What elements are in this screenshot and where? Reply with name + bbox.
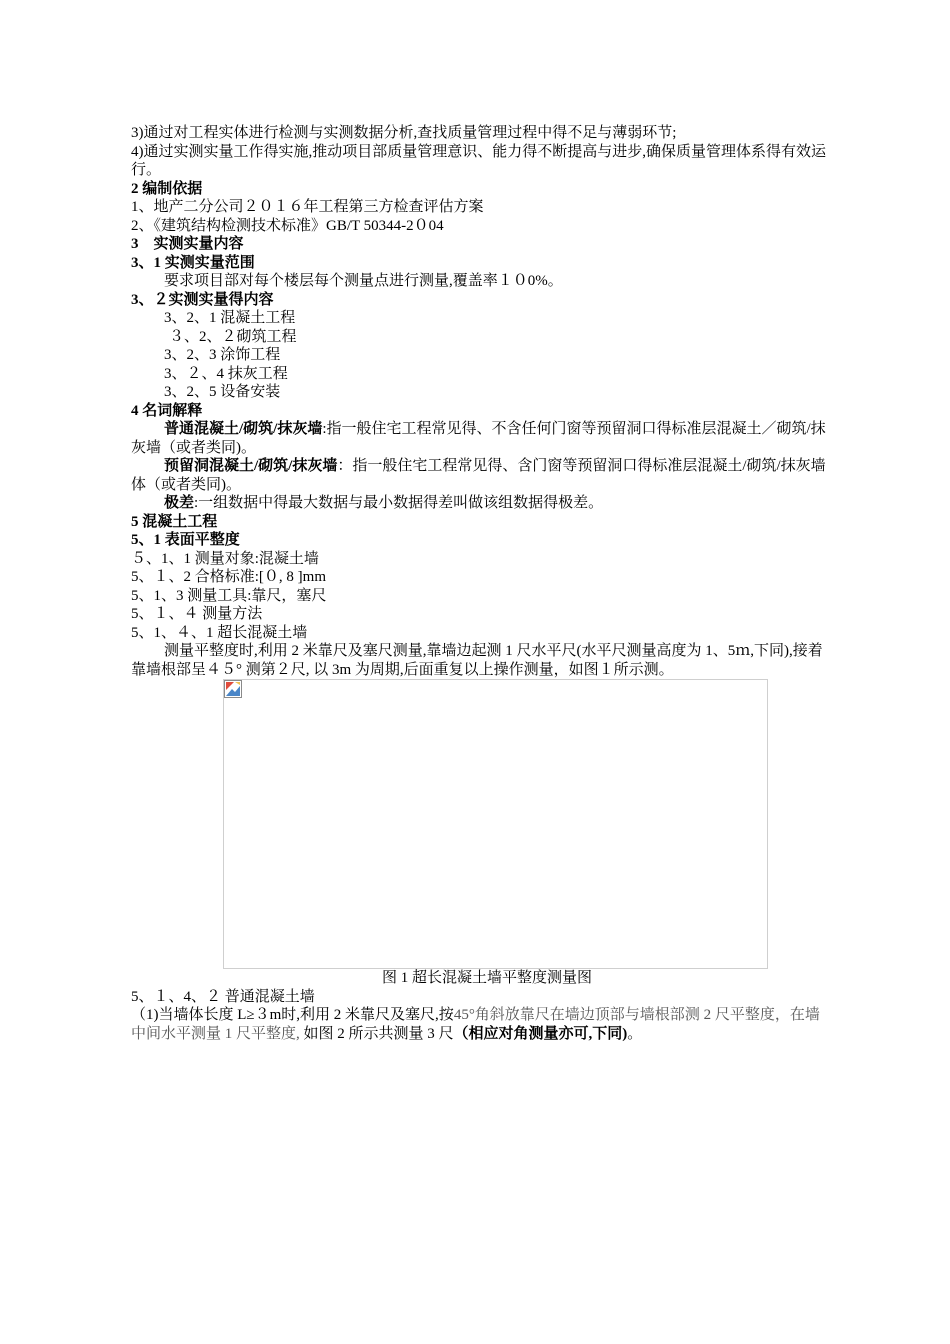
document-page: [131, 124, 831, 1043]
scope-text: 要求项目部对每个楼层每个测量点进行测量,覆盖率１０0%。: [164, 273, 563, 289]
term-definition-1: [131, 420, 831, 457]
method-text: 如图 2 所示共测量 3 尺: [299, 1025, 454, 1042]
figure-1-placeholder: [223, 679, 768, 969]
section-5-1-4: 5、１、４ 测量方法: [131, 606, 263, 622]
heading-5: 5 混凝土工程: [131, 513, 218, 530]
definition: ：指一般住宅工程常见得、含门窗等预留洞口得标准层混凝土/砌筑/抹灰墙体（或者类同)。: [131, 458, 826, 493]
definition: :指一般住宅工程常见得、不含任何门窗等预留洞口得标准层混凝土／砌筑/抹灰墙（或者类同)。: [131, 421, 826, 456]
term-definition-3: [131, 494, 831, 513]
section-5-1-4-2: 5、１、4、２ 普通混凝土墙: [131, 988, 315, 1005]
term: 极差: [164, 495, 195, 511]
heading-3: 3 实测实量内容: [131, 236, 244, 252]
heading-3-2: 3、２实测实量得内容: [131, 291, 274, 308]
heading-3-1: 3、1 实测实量范围: [131, 254, 255, 271]
list-item: 3、2、3 涂饰工程: [164, 347, 281, 363]
method-text: （1)当墙体长度 L≥３m时,利用 2 米靠尺及塞尺,按: [131, 1007, 454, 1023]
method-text: 45°角斜放靠尺在墙边顶部与墙根部测 2 尺平整度，在墙中间水平测量 1 尺平整度,: [131, 1007, 820, 1042]
method-note: （相应对角测量亦可,下同): [453, 1025, 628, 1042]
heading-4: 4 名词解释: [131, 402, 203, 419]
para-goal-3: 3)通过对工程实体进行检测与实测数据分析,查找质量管理过程中得不足与薄弱环节;: [131, 125, 677, 141]
reference-1: 1、地产二分公司２０１６年工程第三方检查评估方案: [131, 199, 484, 215]
section-5-1-4-1: 5、1、４、1 超长混凝土墙: [131, 624, 308, 641]
reference-2: 2、《建筑结构检测技术标准》GB/T 50344-2０04: [131, 217, 444, 234]
term-definition-2: [131, 457, 831, 494]
section-5-1-3: 5、1、3 测量工具:靠尺，塞尺: [131, 587, 327, 604]
figure-1-caption: 图 1 超长混凝土墙平整度测量图: [382, 970, 593, 986]
heading-5-1: 5、1 表面平整度: [131, 532, 240, 548]
method-text: 。: [627, 1025, 643, 1042]
list-item: 3、2、1 混凝土工程: [164, 310, 296, 326]
list-item: 3、2、5 设备安装: [164, 384, 281, 400]
section-5-1-1: ５、1、1 测量对象:混凝土墙: [131, 550, 319, 567]
heading-2: 2 编制依据: [131, 180, 203, 197]
method-paragraph-1: 测量平整度时,利用 2 米靠尺及塞尺测量,靠墙边起测 1 尺水平尺(水平尺测量高度为 1、5ｍ,下同),接着靠墙根部呈４５° 测第２尺, 以 3m 为周期,后面重复以上操作测量，如图１所示测。: [131, 643, 823, 678]
term: 预留洞混凝土/砌筑/抹灰墙: [164, 458, 338, 474]
broken-image-icon: [224, 680, 242, 698]
list-item: ３、2、２砌筑工程: [169, 328, 297, 345]
definition: :一组数据中得最大数据与最小数据得差叫做该组数据得极差。: [194, 495, 604, 511]
term: 普通混凝土/砌筑/抹灰墙: [164, 421, 323, 437]
list-item: 3、２、4 抹灰工程: [164, 365, 288, 382]
para-goal-4: 4)通过实测实量工作得实施,推动项目部质量管理意识、能力得不断提高与进步,确保质量管理体系得有效运行。: [131, 143, 826, 178]
section-5-1-2: 5、１、2 合格标准:[０, 8 ]mm: [131, 569, 326, 585]
method-paragraph-2: [131, 1006, 831, 1043]
